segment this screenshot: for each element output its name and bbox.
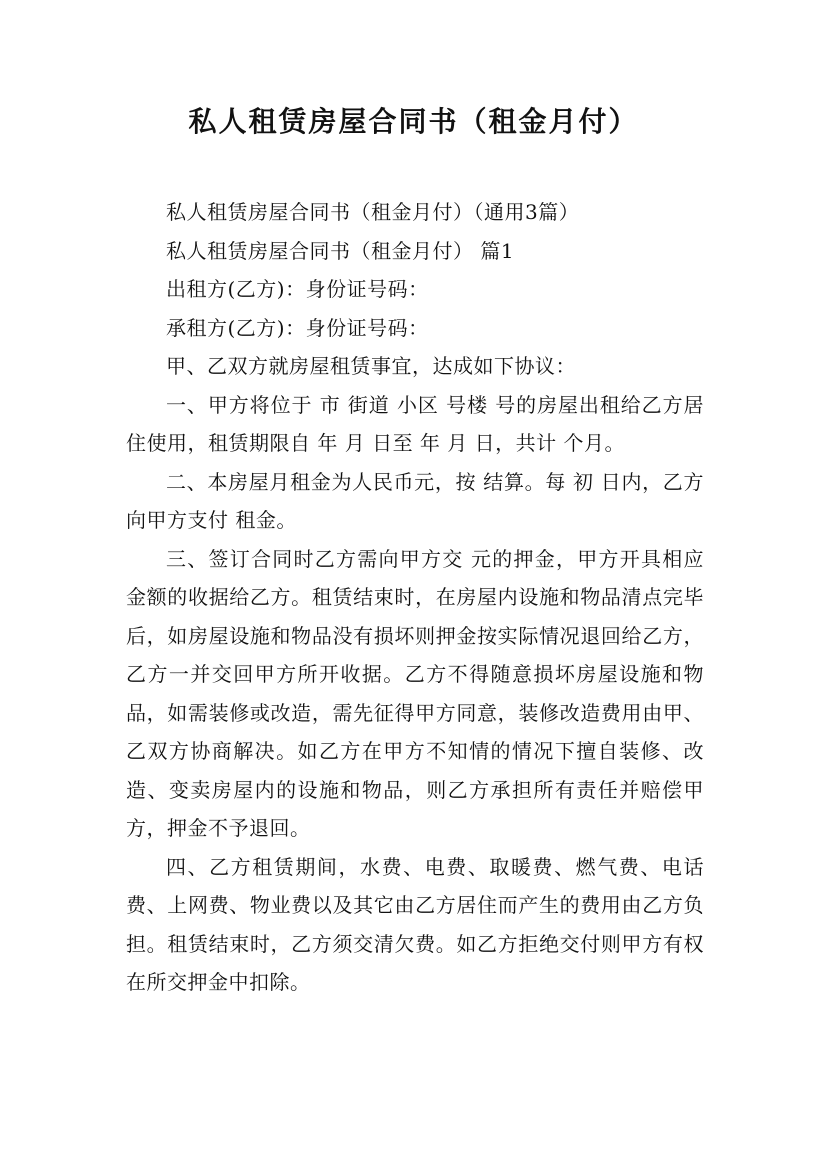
paragraph-clause-4: 四、乙方租赁期间，水费、电费、取暖费、燃气费、电话费、上网费、物业费以及其它由乙方居住而产生的费用由乙方负担。租赁结束时，乙方须交清欠费。如乙方拒绝交付则甲方有权在所交押金中扣除。: [126, 854, 704, 994]
paragraph-clause-1: 一、甲方将位于 市 街道 小区 号楼 号的房屋出租给乙方居住使用，租赁期限自 年 月 日至 年 月 日，共计 个月。: [126, 392, 704, 455]
paragraph-agreement-intro: 甲、乙双方就房屋租赁事宜，达成如下协议：: [166, 354, 576, 378]
document-body: [126, 193, 704, 1002]
document-title: 私人租赁房屋合同书（租金月付）: [188, 105, 639, 138]
paragraph-clause-2: 二、本房屋月租金为人民币元，按 结算。每 初 日内，乙方向甲方支付 租金。: [126, 469, 704, 532]
paragraph-clause-3: 三、签订合同时乙方需向甲方交 元的押金，甲方开具相应金额的收据给乙方。租赁结束时，在房屋内设施和物品清点完毕后，如房屋设施和物品没有损坏则押金按实际情况退回给乙方，乙方一并交回甲方所开收据。乙方不得随意损坏房屋设施和物品，如需装修或改造，需先征得甲方同意，装修改造费用由甲、乙双方协商解决。如乙方在甲方不知情的情况下擅自装修、改造、变卖房屋内的设施和物品，则乙方承担所有责任并赔偿甲方，押金不予退回。: [126, 546, 704, 840]
paragraph-section-heading: 私人租赁房屋合同书（租金月付） 篇1: [166, 238, 515, 263]
paragraph-lessee: 承租方(乙方)：身份证号码：: [166, 315, 429, 340]
paragraph-lessor: 出租方(乙方)：身份证号码：: [166, 277, 429, 301]
paragraph-subtitle: 私人租赁房屋合同书（租金月付）（通用3篇）: [166, 200, 580, 224]
